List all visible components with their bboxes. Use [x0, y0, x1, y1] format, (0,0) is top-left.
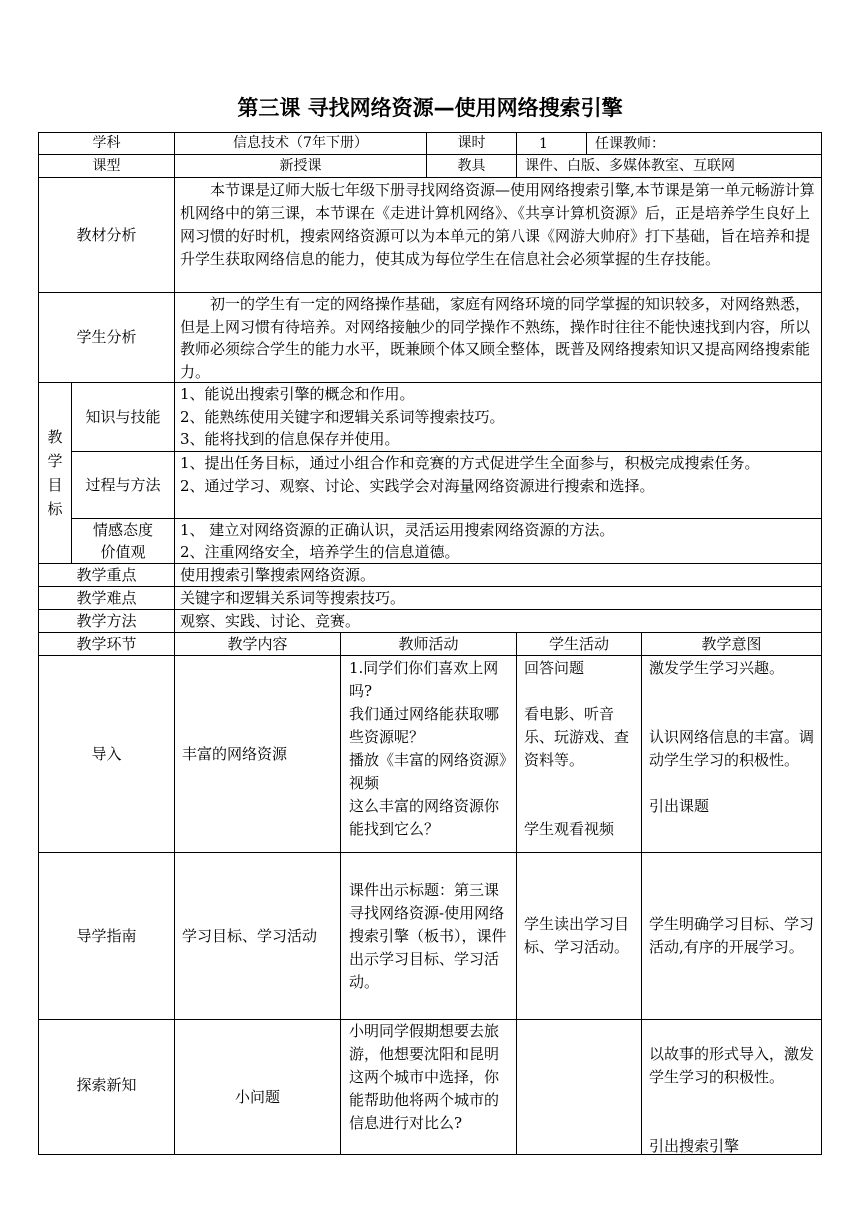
period-label: 课时 [426, 132, 517, 155]
intent-cell: 激发学生学习兴趣。 认识网络信息的丰富。调动学生学习的积极性。 引出课题 [641, 655, 822, 853]
emotion-text: 1、 建立对网络资源的正确认识，灵活运用搜索网络资源的方法。 2、注重网络安全，培养学生的信息道德。 [174, 518, 822, 564]
stage-cell: 导入 [38, 655, 175, 853]
header-student: 学生活动 [516, 632, 642, 656]
intent-cell: 以故事的形式导入，激发学生学习的积极性。 引出搜索引擎 [641, 1019, 822, 1155]
process-method-label: 过程与方法 [71, 451, 175, 519]
type-label: 课型 [38, 154, 175, 178]
subject-label: 学科 [38, 132, 175, 155]
header-teacher: 教师活动 [340, 632, 517, 656]
teacher-activity-cell: 课件出示标题：第三课 寻找网络资源-使用网络搜索引擎（板书），课件出示学习目标、学习活动。 [340, 852, 517, 1020]
method-label: 教学方法 [38, 609, 175, 633]
knowledge-text: 1、能说出搜索引擎的概念和作用。 2、能熟练使用关键字和逻辑关系词等搜索技巧。 3、能将找到的信息保存并使用。 [174, 382, 822, 452]
knowledge-label: 知识与技能 [71, 382, 175, 452]
header-intent: 教学意图 [641, 632, 822, 656]
teacher-label: 任课教师： [586, 132, 822, 155]
tools-value: 课件、白版、多媒体教室、互联网 [516, 154, 822, 178]
student-activity-cell [516, 1019, 642, 1155]
focus-text: 使用搜索引擎搜索网络资源。 [174, 563, 822, 587]
objectives-char-4: 标 [47, 500, 63, 518]
teacher-activity-cell: 1.同学们你们喜欢上网吗? 我们通过网络能获取哪些资源呢？ 播放《丰富的网络资源》视频 这么丰富的网络资源你能找到它么？ [340, 655, 517, 853]
objectives-char-3: 目 [47, 476, 63, 494]
period-value: 1 [516, 132, 587, 155]
focus-label: 教学重点 [38, 563, 175, 587]
process-method-text: 1、提出任务目标，通过小组合作和竞赛的方式促进学生全面参与，积极完成搜索任务。 2、通过学习、观察、讨论、实践学会对海量网络资源进行搜索和选择。 [174, 451, 822, 519]
student-analysis-label: 学生分析 [38, 292, 175, 383]
objectives-char-2: 学 [47, 452, 63, 470]
page-title: 第三课 寻找网络资源—使用网络搜索引擎 [237, 96, 623, 120]
emotion-label-line-1: 情感态度 [92, 521, 153, 539]
method-text: 观察、实践、讨论、竞赛。 [174, 609, 822, 633]
header-content: 教学内容 [174, 632, 341, 656]
material-text: 本节课是辽师大版七年级下册寻找网络资源—使用网络搜索引擎,本节课是第一单元畅游计算机网络中的第三课，本节课在《走进计算机网络》、《共享计算机资源》后，正是培养学生良好上网习惯的好时机，搜索网络资源可以为本单元的第八课《网游大帅府》打下基础，旨在培养和提升学生获取网络信息的能力，使其成为每位学生在信息社会必须掌握的生存技能。 [174, 177, 822, 293]
content-cell: 丰富的网络资源 [174, 655, 341, 853]
difficulty-text: 关键字和逻辑关系词等搜索技巧。 [174, 586, 822, 610]
material-label: 教材分析 [38, 177, 175, 293]
stage-cell: 探索新知 [38, 1019, 175, 1155]
content-cell: 学习目标、学习活动 [174, 852, 341, 1020]
type-value: 新授课 [174, 154, 427, 178]
student-activity-cell: 回答问题 看电影、听音乐、玩游戏、查资料等。 学生观看视频 [516, 655, 642, 853]
intent-cell: 学生明确学习目标、学习活动,有序的开展学习。 [641, 852, 822, 1020]
subject-value: 信息技术（7年下册） [174, 132, 427, 155]
emotion-label [71, 518, 175, 564]
header-stage: 教学环节 [38, 632, 175, 656]
tools-label: 教具 [426, 154, 517, 178]
student-analysis-text: 初一的学生有一定的网络操作基础，家庭有网络环境的同学掌握的知识较多，对网络熟悉，但是上网习惯有待培养。对网络接触少的同学操作不熟练，操作时往往不能快速找到内容，所以教师必须综合学生的能力水平，既兼顾个体又顾全整体，既普及网络搜索知识又提高网络搜索能力。 [174, 292, 822, 383]
stage-cell: 导学指南 [38, 852, 175, 1020]
teacher-activity-cell: 小明同学假期想要去旅游，他想要沈阳和昆明这两个城市中选择，你能帮助他将两个城市的信息进行对比么? [340, 1019, 517, 1155]
objectives-label [38, 382, 72, 564]
difficulty-label: 教学难点 [38, 586, 175, 610]
student-activity-cell: 学生读出学习目标、学习活动。 [516, 852, 642, 1020]
objectives-char-1: 教 [47, 428, 63, 446]
emotion-label-line-2: 价值观 [100, 543, 146, 561]
content-cell: 小问题 [174, 1019, 341, 1155]
